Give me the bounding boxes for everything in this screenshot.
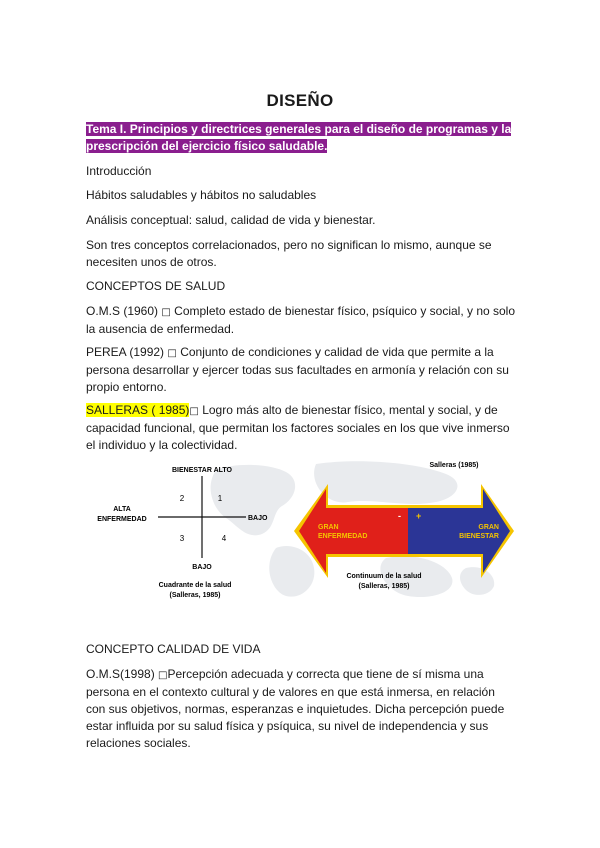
topic-heading (86, 121, 516, 155)
oms1998-label: O.M.S(1998) (86, 667, 155, 681)
quadrant-right-label: BAJO (248, 515, 268, 522)
bullet-box-icon: □ (158, 670, 168, 681)
bullet-box-icon: □ (189, 406, 199, 417)
continuum-top-caption: Salleras (1985) (429, 462, 479, 469)
quadrant-bottom-label: BAJO (192, 564, 212, 571)
map-landmass (269, 546, 314, 597)
oms1998-paragraph (86, 666, 516, 752)
perea-label: PEREA (1992) (86, 345, 165, 359)
concepts-paragraph: Son tres conceptos correlacionados, pero no significan lo mismo, aunque se necesiten unos de otros. (86, 238, 492, 269)
map-landmass (211, 465, 296, 535)
quadrant-3: 3 (179, 534, 185, 543)
continuum-minus: - (398, 511, 401, 521)
page-title: DISEÑO (266, 91, 334, 110)
habits-paragraph: Hábitos saludables y hábitos no saludables (86, 188, 317, 202)
continuum-caption-1: Continuum de la salud (346, 573, 422, 580)
map-landmass (460, 567, 494, 595)
quadrant-2: 2 (179, 494, 185, 503)
continuum-left-label-2: ENFERMEDAD (318, 533, 368, 540)
quadrant-left-label-2: ENFERMEDAD (97, 516, 147, 523)
quadrant-caption-2: (Salleras, 1985) (169, 592, 221, 599)
oms1960-paragraph (86, 303, 516, 338)
health-heading: CONCEPTOS DE SALUD (86, 279, 226, 293)
quality-heading: CONCEPTO CALIDAD DE VIDA (86, 642, 261, 656)
continuum-caption-2: (Salleras, 1985) (358, 583, 410, 590)
perea-text: Conjunto de condiciones y calidad de vida que permite a la persona desarrollar y ejercer todas sus facultades en armonía y relación con su propio entorno. (86, 345, 509, 394)
oms1998-text: Percepción adecuada y correcta que tiene de sí misma una persona en el contexto cultural y de valores en que está inmersa, en relación con sus objetivos, normas, esperanzas e inquietudes. Dicha percepción puede estar influida por su salud física y psíquica, su nivel de independencia y sus relaciones sociales. (86, 667, 505, 750)
bullet-box-icon: □ (161, 307, 171, 318)
quadrant-caption-1: Cuadrante de la salud (158, 582, 232, 589)
quadrant-top-label: BIENESTAR ALTO (171, 467, 233, 474)
salleras-paragraph (86, 402, 516, 454)
quadrant-1: 1 (217, 494, 223, 503)
oms1960-label: O.M.S (1960) (86, 304, 159, 318)
health-figure (86, 458, 516, 610)
intro-paragraph: Introducción (86, 164, 152, 178)
perea-paragraph (86, 344, 516, 396)
continuum-right-label-1: GRAN (478, 524, 499, 531)
oms1960-text: Completo estado de bienestar físico, psíquico y social, y no solo la ausencia de enfermedad. (86, 304, 516, 336)
analysis-paragraph: Análisis conceptual: salud, calidad de vida y bienestar. (86, 213, 376, 227)
bullet-box-icon: □ (167, 348, 177, 359)
quadrant-4: 4 (221, 534, 227, 543)
topic-highlight: Tema I. Principios y directrices generales para el diseño de programas y la prescripción del ejercicio físico saludable. (86, 122, 512, 153)
continuum-left-label-1: GRAN (318, 524, 339, 531)
continuum-right-label-2: BIENESTAR (459, 533, 499, 540)
quadrant-left-label-1: ALTA (113, 506, 131, 513)
salleras-text: Logro más alto de bienestar físico, mental y social, y de capacidad funcional, que permitan los factores sociales en los que vive inmerso el individuo y la colectividad. (86, 403, 510, 452)
salleras-label: SALLERAS ( 1985) (86, 403, 190, 417)
continuum-plus: + (416, 511, 422, 521)
